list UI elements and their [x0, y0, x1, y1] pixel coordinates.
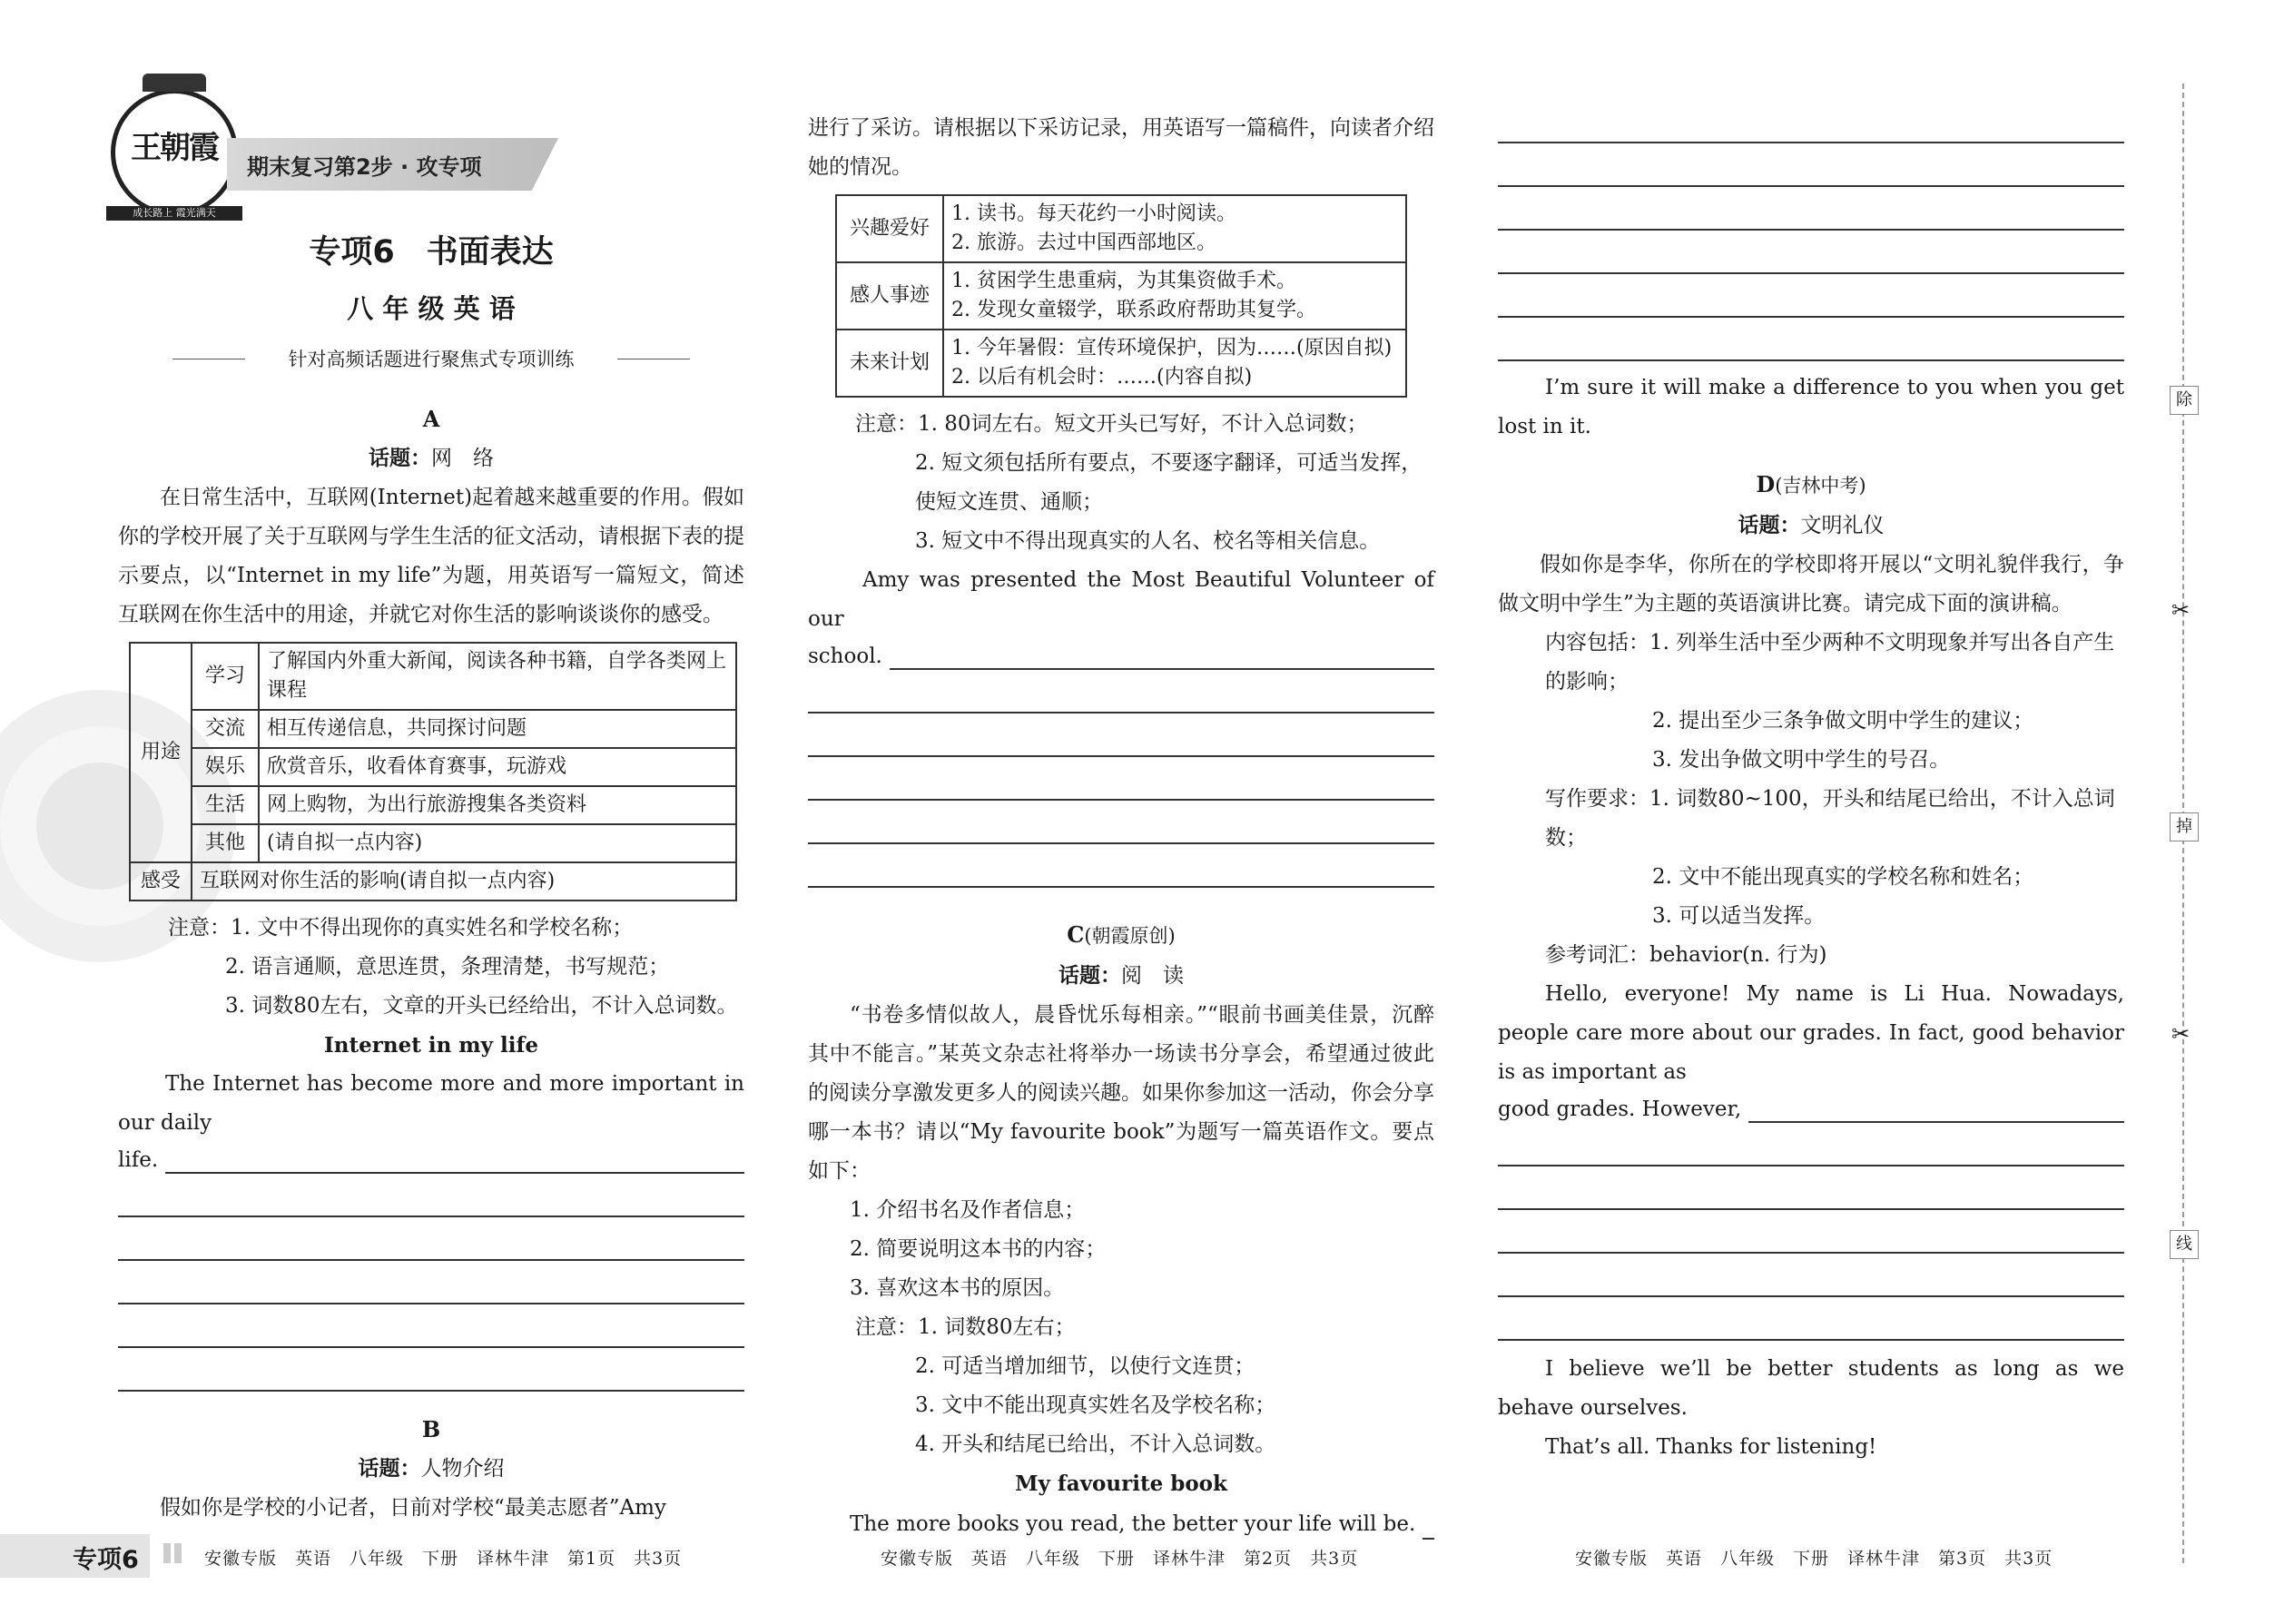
section-c-note-2: 2. 可适当增加细节，以使行文连贯； — [915, 1354, 1255, 1378]
cut-mark-2: 掉 — [2170, 812, 2199, 842]
scissors-icon: ✂ — [2171, 1021, 2191, 1047]
section-a-note-3: 3. 词数80左右，文章的开头已经给出，不计入总词数。 — [225, 994, 738, 1018]
section-d-vocab: 参考词汇：behavior(n. 行为) — [1545, 943, 1827, 967]
logo-text: 王朝霞 — [131, 130, 218, 166]
section-d-letter: D(吉林中考) — [1756, 471, 1866, 497]
writing-line — [118, 1348, 744, 1392]
section-d-writing-line-first: good grades. However, — [1498, 1092, 2124, 1123]
section-a-note-1: 注意：1. 文中不得出现你的真实姓名和学校名称； — [168, 916, 634, 940]
footer-page-2: 安徽专版 英语 八年级 下册 译林牛津 第2页 共3页 — [881, 1549, 1359, 1569]
section-b-letter: B — [421, 1416, 441, 1442]
section-c-topic: 话题：阅 读 — [1058, 963, 1184, 988]
section-d-content-3: 3. 发出争做文明中学生的号召。 — [1652, 748, 1951, 772]
section-c-prompt: “书卷多情似故人，晨昏忧乐每相亲。”“眼前书画美佳景，沉醉其中不能言。”某英文杂志社将举办一场读书分享会，希望通过彼此的阅读分享激发更多人的阅读兴趣。如果你参加这一活动，你会分享哪一本书？请以“My favourite book”为题写一篇英语作文。要点如下： — [808, 1003, 1434, 1183]
writing-line — [808, 714, 1434, 757]
section-c-point-1: 1. 介绍书名及作者信息； — [850, 1198, 1086, 1222]
section-b-table: 兴趣爱好 1. 读书。每天花约一小时阅读。 2. 旅游。去过中国西部地区。 感人事迹 1. 贫困学生患重病，为其集资做手术。 2. 发现女童辍学，联系政府帮助其复学。 未来计划 1. 今年暑假：宣传环境保护，因为……(原因自拟) 2. 以后有机会时：……(内容自拟) — [835, 194, 1407, 398]
section-b-note-1: 注意：1. 80词左右。短文开头已写好，不计入总词数； — [855, 412, 1368, 436]
section-a-essay-start: The Internet has become more and more important in our daily — [118, 1072, 744, 1135]
section-c-point-3: 3. 喜欢这本书的原因。 — [850, 1276, 1065, 1300]
section-a-table: 用途 学习 了解国内外重大新闻，阅读各种书籍，自学各类网上课程 交流 相互传递信息，共同探讨问题 娱乐 欣赏音乐，收看体育赛事，玩游戏 生活 网上购物，为出行旅游搜集各类资料 其他 (请自拟一点内容) 感受 互联网对你生活的影响(请自拟一点内容) — [129, 642, 737, 901]
writing-line — [1498, 1123, 2124, 1166]
writing-line — [1498, 143, 2124, 187]
column-3 — [1498, 100, 2124, 1467]
writing-line — [808, 670, 1434, 714]
writing-line — [118, 1304, 744, 1348]
page-subject: 八 年 级 英 语 — [347, 293, 516, 324]
footer-page-1: 安徽专版 英语 八年级 下册 译林牛津 第1页 共3页 — [204, 1549, 683, 1569]
section-c-essay-start: The more books you read, the better your life will be. — [808, 1503, 1434, 1540]
section-d-topic: 话题：文明礼仪 — [1738, 513, 1885, 537]
writing-line — [1498, 318, 2124, 361]
section-a-writing-line-first: life. — [118, 1143, 744, 1174]
footer-squares-icon — [163, 1543, 183, 1563]
writing-line — [808, 844, 1434, 888]
section-b-note-2: 2. 短文须包括所有要点，不要逐字翻译，可适当发挥，使短文连贯、通顺； — [915, 451, 1423, 514]
section-c-letter: C(朝霞原创) — [1067, 921, 1176, 948]
writing-line — [1498, 1297, 2124, 1341]
section-d-req-1: 写作要求：1. 词数80~100，开头和结尾已给出，不计入总词数； — [1545, 787, 2115, 850]
writing-line — [1498, 1210, 2124, 1254]
section-c-note-4: 4. 开头和结尾已给出，不计入总词数。 — [915, 1432, 1276, 1456]
logo-crown-icon — [143, 74, 206, 92]
table-group-usage: 用途 — [130, 643, 192, 862]
page-title: 专项6 书面表达 — [309, 234, 554, 271]
footer-tag: 专项6 — [73, 1546, 139, 1574]
section-d-req-2: 2. 文中不能出现真实的学校名称和姓名； — [1652, 865, 2034, 889]
tagline: 针对高频话题进行聚焦式专项训练 — [288, 349, 575, 370]
section-a-note-2: 2. 语言通顺，意思连贯，条理清楚，书写规范； — [225, 955, 670, 979]
writing-line — [118, 1261, 744, 1304]
section-d-content-1: 内容包括：1. 列举生活中至少两种不文明现象并写出各自产生的影响； — [1545, 631, 2115, 694]
cut-mark-3: 线 — [2170, 1230, 2199, 1259]
writing-line — [808, 801, 1434, 844]
scissors-icon: ✂ — [2171, 597, 2191, 623]
writing-line — [118, 1174, 744, 1217]
footer-page-3: 安徽专版 英语 八年级 下册 译林牛津 第3页 共3页 — [1575, 1549, 2053, 1569]
table-group-feeling: 感受 — [130, 862, 192, 901]
section-a-essay-title: Internet in my life — [323, 1033, 539, 1058]
header-banner-text: 期末复习第2步 · 攻专项 — [247, 154, 482, 180]
writing-line — [1498, 231, 2124, 274]
writing-line — [1498, 1254, 2124, 1297]
column-1 — [118, 399, 744, 1528]
section-d-start: Hello, everyone! My name is Li Hua. Nowadays, people care more about our grades. In fact, good behavior is as important as — [1498, 982, 2124, 1084]
logo — [111, 89, 238, 219]
writing-line — [1498, 274, 2124, 318]
writing-line — [118, 1217, 744, 1261]
section-d-prompt: 假如你是李华，你所在的学校即将开展以“文明礼貌伴我行，争做文明中学生”为主题的英语演讲比赛。请完成下面的演讲稿。 — [1498, 553, 2124, 615]
section-b-topic: 话题：人物介绍 — [358, 1456, 505, 1481]
section-d-content-2: 2. 提出至少三条争做文明中学生的建议； — [1652, 709, 2034, 733]
section-a-prompt: 在日常生活中，互联网(Internet)起着越来越重要的作用。假如你的学校开展了关于互联网与学生生活的征文活动，请根据下表的提示要点，以“Internet in my life”为题，用英语写一篇短文，简述互联网在你生活中的用途，并就它对你生活的影响谈谈你的感受。 — [118, 486, 744, 626]
section-c-note-1: 注意：1. 词数80左右； — [855, 1315, 1076, 1339]
section-b-essay-start: Amy was presented the Most Beautiful Volunteer of our — [808, 568, 1434, 631]
cut-mark-1: 除 — [2170, 386, 2199, 415]
section-d-end-1: I believe we’ll be better students as long as we behave ourselves. — [1498, 1357, 2124, 1420]
section-c-end: I’m sure it will make a difference to you when you get lost in it. — [1498, 376, 2124, 438]
section-b-note-3: 3. 短文中不得出现真实的人名、校名等相关信息。 — [915, 529, 1381, 553]
writing-line — [1498, 187, 2124, 231]
section-b-prompt-1: 假如你是学校的小记者，日前对学校“最美志愿者”Amy — [160, 1496, 666, 1520]
section-b-writing-line-first: school. — [808, 639, 1434, 670]
writing-line — [1498, 1166, 2124, 1210]
section-b-prompt-2: 进行了采访。请根据以下采访记录，用英语写一篇稿件，向读者介绍她的情况。 — [808, 116, 1434, 179]
writing-line — [1498, 100, 2124, 143]
writing-line — [808, 757, 1434, 801]
section-c-point-2: 2. 简要说明这本书的内容； — [850, 1237, 1107, 1261]
section-a-letter: A — [422, 406, 440, 432]
section-d-req-3: 3. 可以适当发挥。 — [1652, 904, 1826, 928]
section-a-topic: 话题：网 络 — [369, 446, 494, 470]
section-d-end-2: That’s all. Thanks for listening! — [1545, 1435, 1877, 1459]
section-c-note-3: 3. 文中不能出现真实姓名及学校名称； — [915, 1393, 1276, 1417]
section-c-essay-title: My favourite book — [1015, 1471, 1227, 1496]
column-2 — [808, 109, 1434, 1540]
logo-sub: 成长路上 霞光满天 — [106, 206, 242, 221]
